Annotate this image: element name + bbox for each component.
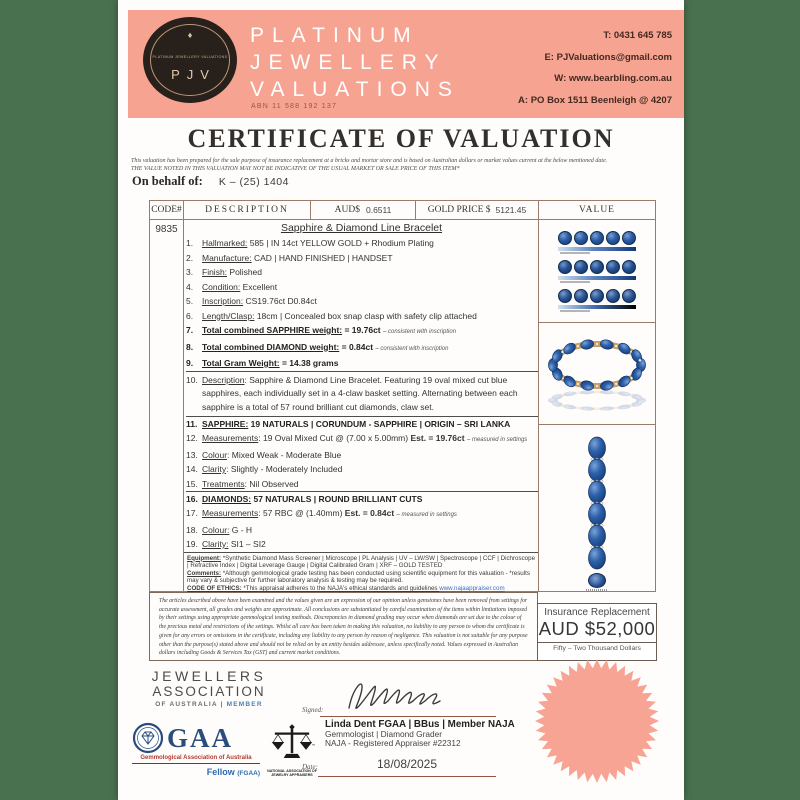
valuation-table [149,200,656,592]
item-title: Sapphire & Diamond Line Bracelet [280,222,443,234]
naja-badge-caption [586,589,608,591]
col-aud-header: AUD$ 0.6511 [311,201,416,219]
value-images-column [538,220,655,591]
scales-of-justice-icon [271,723,316,763]
on-behalf-row [132,174,289,189]
spec-item-6: 6. Length/Clasp: 18cm | Concealed box snap clasp with safety clip attached [186,310,477,321]
spec-item-12: 12. Measurements: 19 Oval Mixed Cut @ (7.00 x 5.00mm) Est. = 19.76ct – measured in settings [186,433,528,443]
disclaimer: This valuation has been prepared for the sale purpose of insurance replacement at a bricks and mortar store and is based on Australian dollars or market values current at the below mentioned date. THE VALUE NOTED IN THIS VALUATION MAY NOT BE INDICATIVE OF THE USUAL MARKET OR SALE PRICE OF THIS ITEM* [131,158,608,172]
contact-block [518,25,672,111]
equipment-block [184,552,539,595]
on-behalf-label: On behalf of: [132,174,203,188]
gaa-fellow-label: Fellow (FGAA) [206,766,260,777]
gold-price-value: 5121.45 [495,205,527,215]
signer-role: Gemmologist | Diamond Grader [325,729,442,739]
insurance-amount: AUD $52,000 [538,618,656,639]
gaa-diamond-emblem-icon [132,722,164,754]
spec-item-7: 7. Total combined SAPPHIRE weight: = 19.76ct – consistent with inscription [186,325,457,335]
insurance-amount-words: Fifty – Two Thousand Dollars [538,642,656,652]
svg-text:™: ™ [311,743,316,748]
signer-details [325,719,515,748]
contact-email: E: PJValuations@gmail.com [544,51,672,63]
abn-number: ABN 11 588 192 137 [251,103,338,110]
aud-rate-value: 0.6511 [365,205,392,215]
signature-line [320,702,496,717]
gaa-subtitle: Gemmological Association of Australia [132,755,260,764]
diamond-icon: ♦ [187,30,193,40]
insurance-label: Insurance Replacement [544,607,650,618]
comments-line: Comments: *Although gemmological grade testing has been conducted using scientific equipment for this valuation - *results may vary & subjective for further laboratory analysis & testing may be required. [187,569,530,585]
spec-item-8: 8. Total combined DIAMOND weight: = 0.84ct – consistent with inscription [186,341,449,352]
spec-item-2: 2. Manufacture: CAD | HAND FINISHED | HANDSET [186,252,393,263]
spec-item-4: 4. Condition: Excellent [186,281,278,292]
gaa-name: GAA [167,723,233,753]
contact-website: W: www.bearbling.com.au [554,73,672,84]
date-label: Date: [302,763,318,771]
header-band [128,10,684,118]
logo-ring-text: PLATINUM JEWELLERY VALUATIONS [152,55,228,59]
colour-swatch-group [558,231,637,254]
bracelet-closeup-photo [539,425,655,591]
description-column [184,220,539,591]
signer-registration: NAJA - Registered Appraiser #22312 [325,738,461,749]
gaa-mark [132,722,260,777]
spec-item-11: 11. SAPPHIRE: 19 NATURALS | CORUNDUM - SAPPHIRE | ORIGIN – SRI LANKA [186,416,539,431]
colour-swatch-group [558,260,637,283]
table-header-row [150,201,655,220]
notary-seal-starburst [535,659,659,783]
bracelet-photo [539,323,655,425]
col-value-header: VALUE [579,205,615,215]
certificate-paper [118,0,684,800]
insurance-replacement-box [537,603,657,661]
signed-label: Signed: [302,706,324,714]
naja-member-badge-icon [588,573,606,588]
spec-item-9: 9. Total Gram Weight: = 14.38 grams [186,358,339,368]
date-value: 18/08/2025 [318,757,496,777]
brand-name: PLATINUM JEWELLERY VALUATIONS [250,24,460,101]
jewellers-association-mark: JEWELLERS ASSOCIATION OF AUSTRALIA | MEMBER [151,668,267,708]
contact-phone: T: 0431 645 785 [603,30,672,41]
colour-swatch-group [558,289,637,312]
signer-name: Linda Dent FGAA | BBus | Member NAJA [325,719,515,730]
spec-item-1: 1. Hallmarked: 585 | IN 14ct YELLOW GOLD + Rhodium Plating [186,238,434,248]
ethics-line: CODE OF ETHICS: *This appraisal adheres to the NAJA's ethical standards and guidelines www.najaappraiser.com [187,584,505,592]
spec-item-19: 19. Clarity: SI1 – SI2 [186,539,266,549]
client-reference: K – (25) 1404 [218,176,289,188]
col-description-header: DESCRIPTION [184,201,311,219]
spec-item-5: 5. Inscription: CS19.76ct D0.84ct [186,296,317,306]
spec-item-15: 15. Treatments: Nil Observed [186,478,299,489]
spec-item-3: 3. Finish: Polished [186,267,263,277]
sapphire-colour-swatch-rows [539,220,655,323]
contact-address: A: PO Box 1511 Beenleigh @ 4207 [518,94,672,106]
certificate-title: CERTIFICATE OF VALUATION [187,124,615,153]
legal-disclaimer-box: The articles described above have been examined and the values given are an expression of our opinion unless gemstones have been removed from settings for accurate assessment, all grades and weights are approximate. All conclusions are substantiated by careful examination of the items within limitations imposed by their settings using appropriate gemmological testing methods. Discrepancies in diamond grading may occur when diamonds are set due to the colour of the precious metal and restrictions of the settings. Whilst all care has been taken in making this valuation, no liability to any person to whom the certificate is given for any errors or omissions in the certificate, including any liability to any person by reason of negligence. This valuation is not suitable for any purpose other than the purpose(s) stated above and should not be relied on by an entity besides addressee, unless specifically noted. Values expressed in Australian dollars including Goods & Services Tax (GST) and current market conditions. [149,592,538,661]
member-label: MEMBER [226,701,263,708]
item-code: 9835 [150,220,184,591]
spec-item-16: 16. DIAMONDS: 57 NATURALS | ROUND BRILLIANT CUTS [186,491,539,506]
spec-item-18: 18. Colour: G - H [186,524,253,535]
logo-initials: PJV [171,67,216,82]
naja-caption: NATIONAL ASSOCIATION OF JEWELRY APPRAISERS [267,769,317,778]
col-goldprice-header: GOLD PRICE $ 5121.45 [416,201,539,219]
spec-item-17: 17. Measurements: 57 RBC @ (1.40mm) Est. = 0.84ct – measured in settings [186,508,457,518]
spec-item-14: 14. Clarity: Slightly - Moderately Included [186,464,343,474]
naja-website-link[interactable]: www.najaappraiser.com [439,584,505,592]
pjv-logo [143,17,237,103]
spec-item-13: 13. Colour: Mixed Weak - Moderate Blue [186,449,342,460]
equipment-line: Equipment: *Synthetic Diamond Mass Screener | Microscope | PL Analysis | UV – LW/SW | Spectroscope | CCF | Dichroscope | Refractive Index | Digital Leverage Gauge | Digital Calibrated Gram | XRF – GOLD TESTED [187,554,536,570]
spec-item-10: 10. Description: Sapphire & Diamond Line Bracelet. Featuring 19 oval mixed cut blue sapphires, each individually set in a 4-claw basket setting. Alternating between each sapphire is a total of 57 round brilliant cut diamonds, claw set. [186,371,539,417]
spec-items-list [184,236,539,552]
col-code-header: CODE# [150,201,184,219]
